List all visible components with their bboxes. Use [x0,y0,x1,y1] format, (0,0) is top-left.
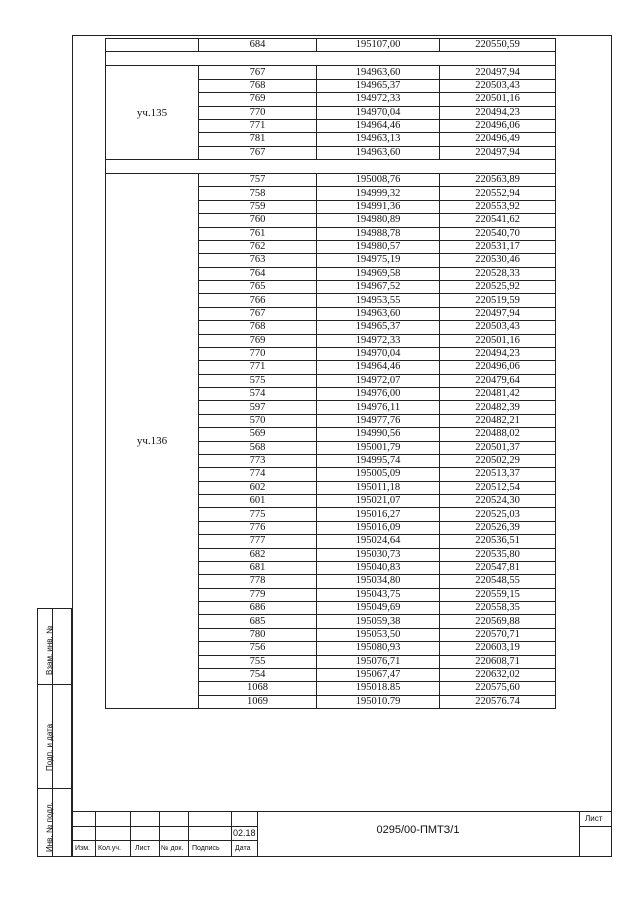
coord-x: 195067,47 [317,668,440,681]
coord-y: 220531,17 [440,240,556,253]
separator-row [106,52,556,66]
coord-x: 194976,11 [317,401,440,414]
point-number: 770 [199,347,317,360]
coord-x: 195053,50 [317,628,440,641]
table-row [106,66,556,79]
coord-x: 195030,73 [317,548,440,561]
point-number: 767 [199,66,317,79]
coord-y: 220497,94 [440,307,556,320]
point-number: 775 [199,508,317,521]
coord-y: 220528,33 [440,267,556,280]
coord-y: 220494,23 [440,347,556,360]
coord-x: 195021,07 [317,495,440,508]
coord-y: 220550,59 [440,39,556,52]
point-number: 754 [199,668,317,681]
coord-y: 220559,15 [440,588,556,601]
coord-y: 220558,35 [440,602,556,615]
coord-y: 220547,81 [440,561,556,574]
coord-y: 220526,39 [440,521,556,534]
coord-y: 220501,16 [440,93,556,106]
point-number: 771 [199,361,317,374]
coord-x: 195008,76 [317,174,440,187]
coord-x: 194991,36 [317,200,440,213]
coord-x: 195049,69 [317,602,440,615]
point-number: 756 [199,642,317,655]
coord-y: 220502,29 [440,454,556,467]
coord-y: 220535,80 [440,548,556,561]
point-number: 774 [199,468,317,481]
coord-y: 220540,70 [440,227,556,240]
coord-y: 220548,55 [440,575,556,588]
coord-x: 195001,79 [317,441,440,454]
coord-x: 194977,76 [317,414,440,427]
side-label-orig-inv: Инв. № подл. [45,802,54,852]
point-number: 569 [199,428,317,441]
coord-y: 220496,06 [440,119,556,132]
coord-y: 220608,71 [440,655,556,668]
plot-label: уч.135 [106,66,199,160]
coord-x: 195043,75 [317,588,440,601]
table-row [106,39,556,52]
point-number: 760 [199,214,317,227]
coord-y: 220519,59 [440,294,556,307]
table-row [106,174,556,187]
point-number: 681 [199,561,317,574]
coord-x: 194965,37 [317,321,440,334]
coord-x: 195059,38 [317,615,440,628]
point-number: 602 [199,481,317,494]
separator-cell [106,52,556,66]
title-header-doc-no: № док. [161,845,184,852]
point-number: 779 [199,588,317,601]
coord-x: 194980,89 [317,214,440,227]
coord-y: 220513,37 [440,468,556,481]
coord-y: 220501,37 [440,441,556,454]
coord-x: 195005,09 [317,468,440,481]
coord-x: 195018.85 [317,682,440,695]
side-cell-orig-inv [38,789,71,856]
point-number: 684 [199,39,317,52]
coord-x: 195107,00 [317,39,440,52]
point-number: 764 [199,267,317,280]
coord-y: 220553,92 [440,200,556,213]
coord-x: 194967,52 [317,281,440,294]
point-number: 768 [199,321,317,334]
coord-x: 194995,74 [317,454,440,467]
coord-y: 220569,88 [440,615,556,628]
title-block [73,811,611,857]
coord-y: 220525,03 [440,508,556,521]
point-number: 765 [199,281,317,294]
point-number: 575 [199,374,317,387]
side-cell-replaces-inv [38,609,71,685]
plot-label: уч.136 [106,174,199,709]
coord-x: 195010.79 [317,695,440,708]
side-label-sign-date: Подп. и дата [45,723,54,771]
point-number: 770 [199,106,317,119]
point-number: 763 [199,254,317,267]
sheet-label: Лист [585,814,603,823]
coord-x: 194972,33 [317,93,440,106]
coord-x: 194964,46 [317,119,440,132]
coord-x: 195040,83 [317,561,440,574]
coord-x: 194970,04 [317,106,440,119]
side-label-replaces-inv: Взам. инв. № [45,625,54,675]
document-code: 0295/00-ПМТЗ/1 [376,824,460,836]
point-number: 601 [199,495,317,508]
coord-y: 220496,49 [440,133,556,146]
coord-x: 194963,13 [317,133,440,146]
point-number: 570 [199,414,317,427]
point-number: 773 [199,454,317,467]
coord-y: 220541,62 [440,214,556,227]
title-header-change: Изм. [75,845,90,852]
coord-y: 220570,71 [440,628,556,641]
coord-x: 195024,64 [317,535,440,548]
coord-x: 194999,32 [317,187,440,200]
point-number: 597 [199,401,317,414]
coord-x: 194963,60 [317,66,440,79]
coord-y: 220524,30 [440,495,556,508]
coord-x: 195016,09 [317,521,440,534]
point-number: 685 [199,615,317,628]
coord-x: 194980,57 [317,240,440,253]
coord-x: 194976,00 [317,388,440,401]
plot-cell-empty [106,39,199,52]
point-number: 767 [199,307,317,320]
coord-x: 194988,78 [317,227,440,240]
coord-y: 220503,43 [440,79,556,92]
point-number: 769 [199,93,317,106]
point-number: 780 [199,628,317,641]
separator-cell [106,160,556,174]
coord-x: 195034,80 [317,575,440,588]
coord-y: 220632,02 [440,668,556,681]
coordinates-table [105,38,556,709]
coord-y: 220482,21 [440,414,556,427]
coord-x: 194972,33 [317,334,440,347]
coord-x: 194964,46 [317,361,440,374]
coord-y: 220496,06 [440,361,556,374]
coord-x: 194963,60 [317,146,440,159]
coord-x: 194972,07 [317,374,440,387]
point-number: 767 [199,146,317,159]
point-number: 776 [199,521,317,534]
coord-y: 220603,19 [440,642,556,655]
coord-x: 195080,93 [317,642,440,655]
title-header-date: Дата [235,845,251,852]
coord-y: 220536,51 [440,535,556,548]
coord-x: 194969,58 [317,267,440,280]
coord-x: 194965,37 [317,79,440,92]
coord-x: 194970,04 [317,347,440,360]
side-stamp [37,608,72,857]
point-number: 761 [199,227,317,240]
point-number: 568 [199,441,317,454]
coord-y: 220512,54 [440,481,556,494]
coord-y: 220563,89 [440,174,556,187]
point-number: 758 [199,187,317,200]
coord-x: 195076,71 [317,655,440,668]
coord-y: 220503,43 [440,321,556,334]
point-number: 771 [199,119,317,132]
coord-y: 220575,60 [440,682,556,695]
title-header-count: Кол.уч. [98,845,121,852]
coord-y: 220576.74 [440,695,556,708]
coord-x: 194990,56 [317,428,440,441]
coord-x: 194963,60 [317,307,440,320]
title-header-sheet: Лист [135,845,151,852]
title-header-signature: Подпись [192,845,220,852]
point-number: 686 [199,602,317,615]
point-number: 762 [199,240,317,253]
point-number: 757 [199,174,317,187]
coord-y: 220479,64 [440,374,556,387]
coord-y: 220530,46 [440,254,556,267]
coord-y: 220494,23 [440,106,556,119]
point-number: 759 [199,200,317,213]
point-number: 777 [199,535,317,548]
coord-y: 220501,16 [440,334,556,347]
point-number: 769 [199,334,317,347]
coord-x: 195016,27 [317,508,440,521]
point-number: 778 [199,575,317,588]
separator-row [106,160,556,174]
coord-y: 220488,02 [440,428,556,441]
title-date-value: 02.18 [233,828,256,838]
coord-y: 220497,94 [440,66,556,79]
point-number: 1069 [199,695,317,708]
point-number: 755 [199,655,317,668]
point-number: 682 [199,548,317,561]
coord-y: 220497,94 [440,146,556,159]
point-number: 781 [199,133,317,146]
coord-y: 220525,92 [440,281,556,294]
point-number: 1068 [199,682,317,695]
coord-x: 195011,18 [317,481,440,494]
coord-y: 220482,39 [440,401,556,414]
point-number: 768 [199,79,317,92]
coord-y: 220552,94 [440,187,556,200]
coord-y: 220481,42 [440,388,556,401]
point-number: 766 [199,294,317,307]
side-cell-sign-date [38,685,71,789]
coord-x: 194953,55 [317,294,440,307]
coord-x: 194975,19 [317,254,440,267]
point-number: 574 [199,388,317,401]
